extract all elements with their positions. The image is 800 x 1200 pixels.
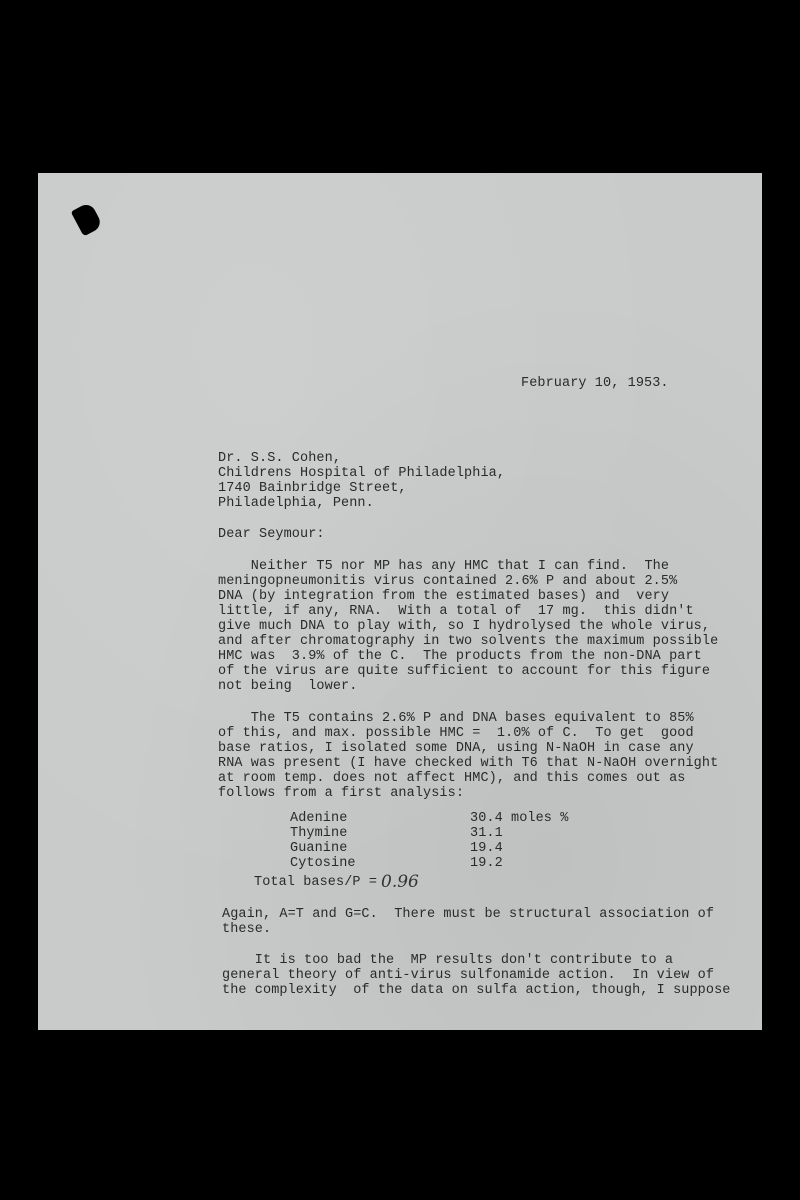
text-line: base ratios, I isolated some DNA, using N-NaOH in case any [218,741,694,756]
base-value: 31.1 [470,826,503,841]
base-value: 19.4 [470,841,503,856]
text-line: follows from a first analysis: [218,786,465,801]
text-line: general theory of anti-virus sulfonamide action. In view of [222,968,715,983]
text-line: give much DNA to play with, so I hydrolysed the whole virus, [218,619,711,634]
text-line: It is too bad the MP results don't contribute to a [222,953,674,968]
base-name: Thymine [290,826,348,841]
text-line: these. [222,922,272,937]
text-line: little, if any, RNA. With a total of 17 mg. this didn't [218,604,694,619]
address-line: 1740 Bainbridge Street, [218,481,407,496]
text-line: Again, A=T and G=C. There must be structural association of [222,907,715,922]
text-line: Neither T5 nor MP has any HMC that I can find. The [218,559,670,574]
letter-date: February 10, 1953. [521,376,669,391]
address-line: Philadelphia, Penn. [218,496,374,511]
base-value: 30.4 moles % [470,811,569,826]
salutation: Dear Seymour: [218,527,325,542]
text-line: HMC was 3.9% of the C. The products from the non-DNA part [218,649,702,664]
text-line: DNA (by integration from the estimated bases) and very [218,589,670,604]
text-line: not being lower. [218,679,358,694]
text-line: of the virus are quite sufficient to account for this figure [218,664,711,679]
text-line: RNA was present (I have checked with T6 that N-NaOH overnight [218,756,719,771]
text-line: the complexity of the data on sulfa action, though, I suppose [222,983,731,998]
text-line: meningopneumonitis virus contained 2.6% P and about 2.5% [218,574,678,589]
base-value: 19.2 [470,856,503,871]
address-line: Dr. S.S. Cohen, [218,451,342,466]
handwritten-total: 0.96 [381,872,419,892]
base-name: Cytosine [290,856,356,871]
total-bases-label: Total bases/P = [254,875,378,890]
text-line: at room temp. does not affect HMC), and this comes out as [218,771,686,786]
base-name: Guanine [290,841,348,856]
text-line: and after chromatography in two solvents the maximum possible [218,634,719,649]
text-line: of this, and max. possible HMC = 1.0% of C. To get good [218,726,694,741]
address-line: Childrens Hospital of Philadelphia, [218,466,506,481]
base-name: Adenine [290,811,348,826]
text-line: The T5 contains 2.6% P and DNA bases equivalent to 85% [218,711,694,726]
